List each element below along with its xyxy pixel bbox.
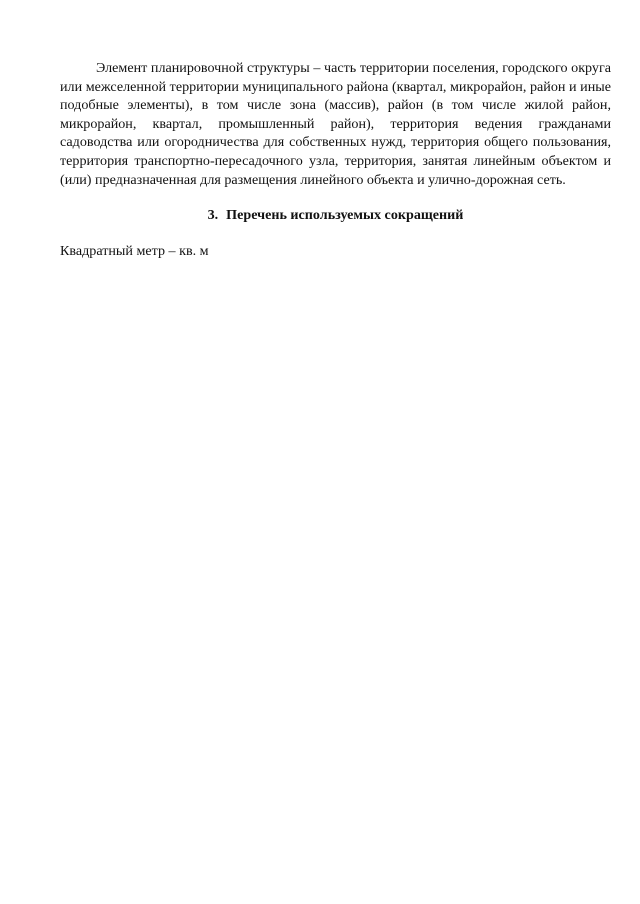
section-heading bbox=[60, 206, 611, 225]
abbreviation-list bbox=[60, 242, 611, 261]
abbreviation-item: Квадратный метр – кв. м bbox=[60, 242, 209, 259]
section-number: 3. bbox=[207, 207, 219, 224]
section-title: Перечень используемых сокращений bbox=[226, 207, 464, 224]
page-content bbox=[60, 59, 611, 260]
definition-paragraph: Элемент планировочной структуры – часть территории поселения, городского округа или межселенной территории муниципального района (квартал, микрорайон, район и иные подобные элементы), в том числе зона (массив), район (в том числе жилой район, микрорайон, квартал, промышленный район), территория ведения гражданами садоводства или огородничества для собственных нужд, территория общего пользования, территория транспортно-пересадочного узла, территория, занятая линейным объектом и (или) предназначенная для размещения линейного объекта и улично-дорожная сеть. bbox=[60, 60, 611, 188]
